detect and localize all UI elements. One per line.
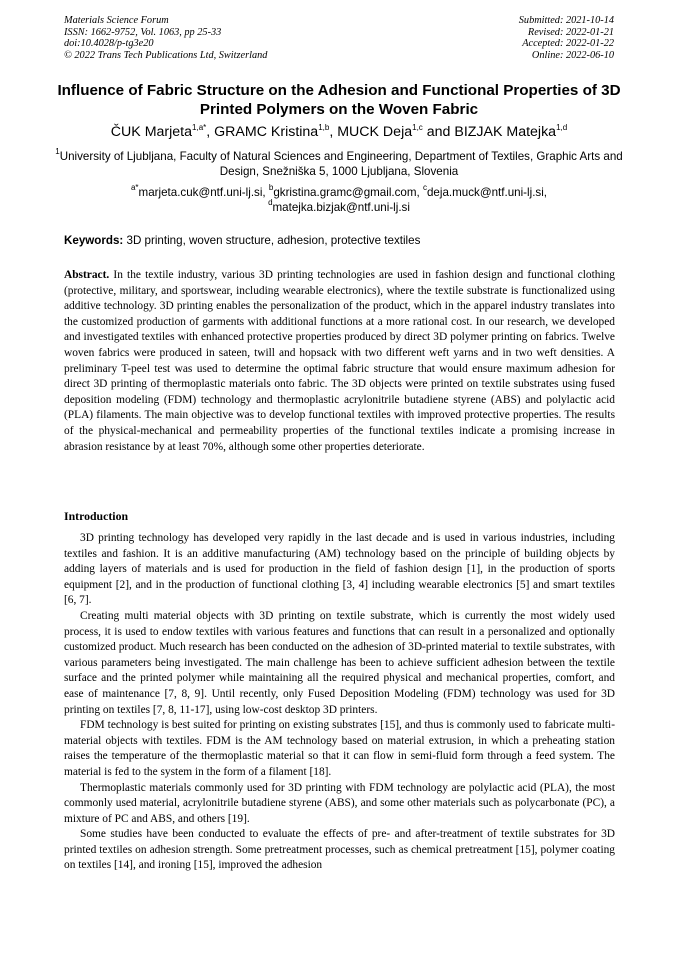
journal-header	[64, 15, 267, 61]
email-sup: c	[422, 183, 427, 192]
keywords-text: 3D printing, woven structure, adhesion, protective textiles	[123, 234, 421, 247]
abstract-label: Abstract.	[64, 269, 110, 281]
paragraph: FDM technology is best suited for printing on existing substrates [15], and thus is commonly used to fabricate multi-material objects with textiles. FDM is the AM technology based on material extrusion, in which a preheating station raises the temperature of the thermoplastic material so that it can flow in semi-fluid form through a feed system. The material is fed to the system in the form of a filament [18].	[64, 719, 615, 778]
email-link[interactable]: marjeta.cuk@ntf.uni-lj.si	[138, 186, 263, 199]
online-date: Online: 2022-06-10	[531, 49, 614, 61]
copyright-line: © 2022 Trans Tech Publications Ltd, Switzerland	[64, 49, 268, 61]
revised-date: Revised: 2022-01-21	[527, 26, 614, 38]
affiliation-text: University of Ljubljana, Faculty of Natural Sciences and Engineering, Department of Textiles, Graphic Arts and Design, Snežniška 5, 1000 Ljubljana, Slovenia	[59, 150, 623, 179]
paragraph: Some studies have been conducted to evaluate the effects of pre- and after-treatment of textile substrates for 3D printed textiles on adhesion strength. Some pretreatment processes, such as chemical pretreatment [15], polymer coating on textiles [14], and ironing [15], improved the adhesion	[64, 828, 615, 872]
email-link[interactable]: gkristina.gramc@gmail.com	[273, 186, 417, 199]
journal-name: Materials Science Forum	[64, 15, 169, 26]
paragraph: Thermoplastic materials commonly used for 3D printing with FDM technology are polylactic acid (PLA), the most commonly used material, acrylonitrile butadiene styrene (ABS), and some other materials such as polycarbonate (PC), a mixture of PC and ABS, and others [19].	[64, 781, 615, 825]
email-sep: ,	[543, 186, 548, 199]
author-sup: 1,d	[556, 123, 568, 132]
email-sup: b	[268, 183, 274, 192]
author-name: BIZJAK Matejka	[454, 124, 557, 140]
affiliation	[50, 149, 628, 179]
issn-line: ISSN: 1662-9752, Vol. 1063, pp 25-33	[64, 26, 222, 38]
paragraph: 3D printing technology has developed very rapidly in the last decade and is used in various industries, including textiles and fashion. It is an additive manufacturing (AM) technology based on the principle of building objects by adding layers of materials and is used for production in the field of fashion design [1], in the production of sports equipment [2], and in the production of functional clothing [3, 4] including wearable electronics [5] and smart textiles [6, 7].	[64, 532, 615, 607]
submitted-date: Submitted: 2021-10-14	[518, 15, 614, 26]
email-link[interactable]: matejka.bizjak@ntf.uni-lj.si	[272, 201, 410, 215]
section-heading: Introduction	[64, 509, 129, 523]
keywords-label: Keywords:	[64, 234, 124, 247]
author-list	[40, 124, 638, 140]
email-sup: a*	[130, 183, 139, 192]
abstract	[64, 268, 615, 455]
author-name: GRAMC Kristina	[214, 124, 319, 140]
abstract-text: In the textile industry, various 3D printing technologies are used in fashion design and functional clothing (protective, military, and sportswear, including wearable electronics), where the textile substrate is functionalized using additive technology. 3D printing enables the personalization of the product, which in the apparel industry translates into the customized production of garments with additional functions at a more rational cost. In our research, we developed and investigated textiles with enhanced protective properties produced by direct 3D polymer printing on fabrics. Twelve woven fabrics were produced in sateen, twill and hopsack with two different weft yarns and in two weft densities. A preliminary T-peel test was used to determine the optimal fabric structure that would ensure maximum adhesion for direct 3D printing of thermoplastic materials onto fabric. The 3D objects were printed on textile substrates using fused deposition modeling (FDM) technology and thermoplastic acrylonitrile butadiene styrene (ABS) and polylactic acid (PLA) filaments. The main objective was to develop functional textiles with improved protective properties. The results of the physical-mechanical and permeability properties of the functional textiles indicate a promising increase in abrasion resistance by at least 70%, although some other properties deteriorate.	[64, 269, 615, 453]
author-name: ČUK Marjeta	[110, 124, 193, 140]
email-sup: d	[268, 198, 273, 208]
accepted-date: Accepted: 2022-01-22	[522, 38, 614, 50]
email-sep: ,	[416, 186, 423, 199]
paper-title: Influence of Fabric Structure on the Adhesion and Functional Properties of 3D Printed Polymers on the Woven Fabric	[57, 82, 621, 118]
doi-line: doi:10.4028/p-tg3e20	[64, 38, 154, 50]
author-sep: and	[422, 124, 455, 140]
introduction-body	[64, 531, 615, 874]
email-link[interactable]: deja.muck@ntf.uni-lj.si	[426, 186, 544, 199]
author-sep: ,	[206, 124, 215, 140]
email-sep: ,	[262, 186, 269, 199]
author-sup: 1,b	[318, 123, 330, 132]
paragraph: Creating multi material objects with 3D printing on textile substrate, which is currently the most widely used process, it is used to endow textiles with various features and functions that can result in a personalized and optionally customized product. Much research has been conducted on the adhesion of 3D-printed material to textile substrates, with various parameters being investigated. The main challenge has been to achieve sufficient adhesion between the textile surface and the printed polymer while maintaining all the required physical and mechanical properties, comfort, and ease of maintenance [7, 8, 9]. Until recently, only Fused Deposition Modeling (FDM) technology was used for 3D printing on textiles [7, 8, 11-17], using low-cost desktop 3D printers.	[64, 609, 616, 716]
author-name: MUCK Deja	[337, 124, 413, 140]
email-list	[50, 185, 628, 215]
author-sup: 1,a*	[192, 123, 207, 132]
author-sep: ,	[329, 124, 338, 140]
keywords	[64, 234, 624, 247]
author-sup: 1,c	[412, 123, 423, 132]
affiliation-sup: 1	[55, 147, 60, 156]
dates-header	[519, 15, 614, 61]
